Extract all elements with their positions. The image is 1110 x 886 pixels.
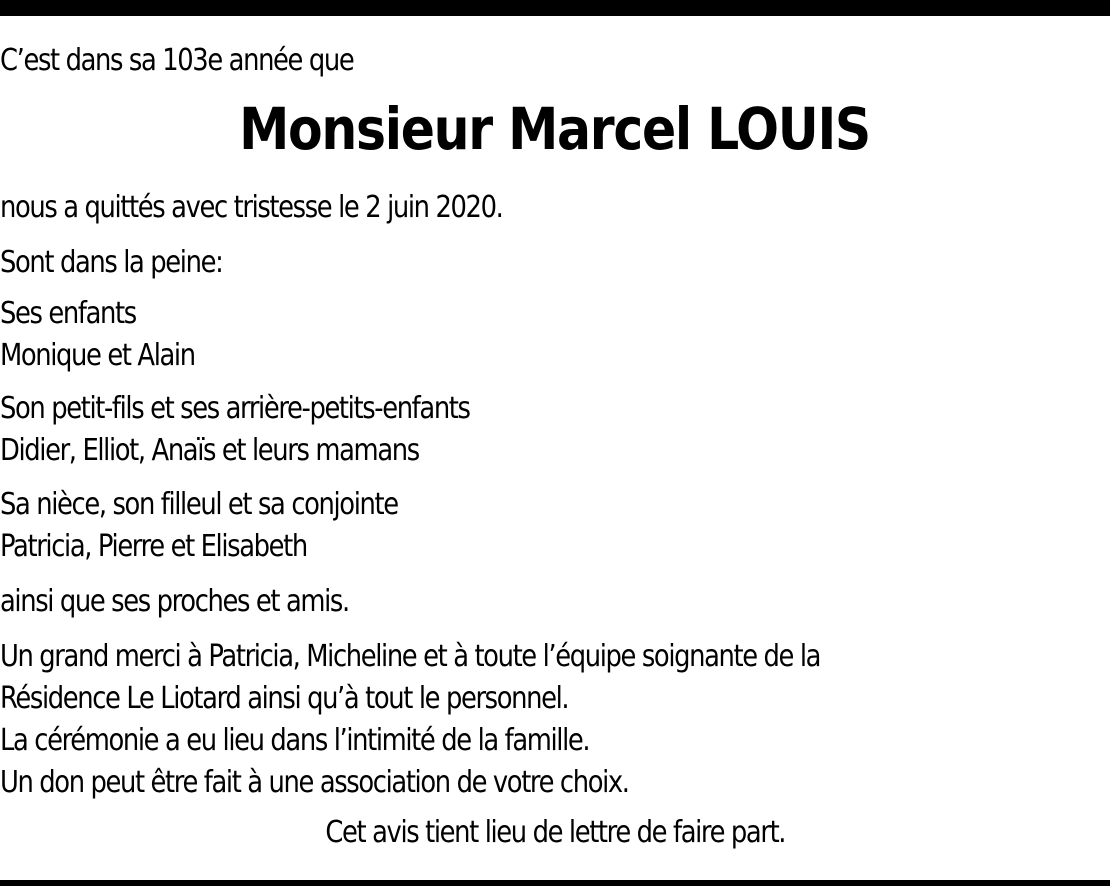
thanks-line-2: Résidence Le Liotard ainsi qu’à tout le personnel. xyxy=(0,681,569,716)
niece-names: Patricia, Pierre et Elisabeth xyxy=(0,529,307,564)
mourners-heading: Sont dans la peine: xyxy=(0,245,223,280)
children-names: Monique et Alain xyxy=(0,338,195,373)
children-label: Ses enfants xyxy=(0,296,136,331)
grandchildren-names: Didier, Elliot, Anaïs et leurs mamans xyxy=(0,433,419,468)
deceased-name-text: Monsieur Marcel LOUIS xyxy=(239,95,871,163)
top-border-rule xyxy=(0,0,1110,16)
relatives-text: ainsi que ses proches et amis. xyxy=(0,584,349,619)
closing-note xyxy=(0,815,1110,850)
intro-text: C’est dans sa 103e année que xyxy=(0,43,354,78)
deceased-name xyxy=(0,95,1110,163)
bottom-border-rule xyxy=(0,880,1110,886)
niece-label: Sa nièce, son filleul et sa conjointe xyxy=(0,487,398,522)
donation-text: Un don peut être fait à une association de votre choix. xyxy=(0,765,629,800)
ceremony-text: La cérémonie a eu lieu dans l’intimité de la famille. xyxy=(0,723,590,758)
grandchildren-label: Son petit-fils et ses arrière-petits-enfants xyxy=(0,391,470,426)
passing-text: nous a quittés avec tristesse le 2 juin 2020. xyxy=(0,190,503,225)
closing-note-text: Cet avis tient lieu de lettre de faire part. xyxy=(325,815,785,850)
thanks-line-1: Un grand merci à Patricia, Micheline et à toute l’équipe soignante de la xyxy=(0,639,821,674)
